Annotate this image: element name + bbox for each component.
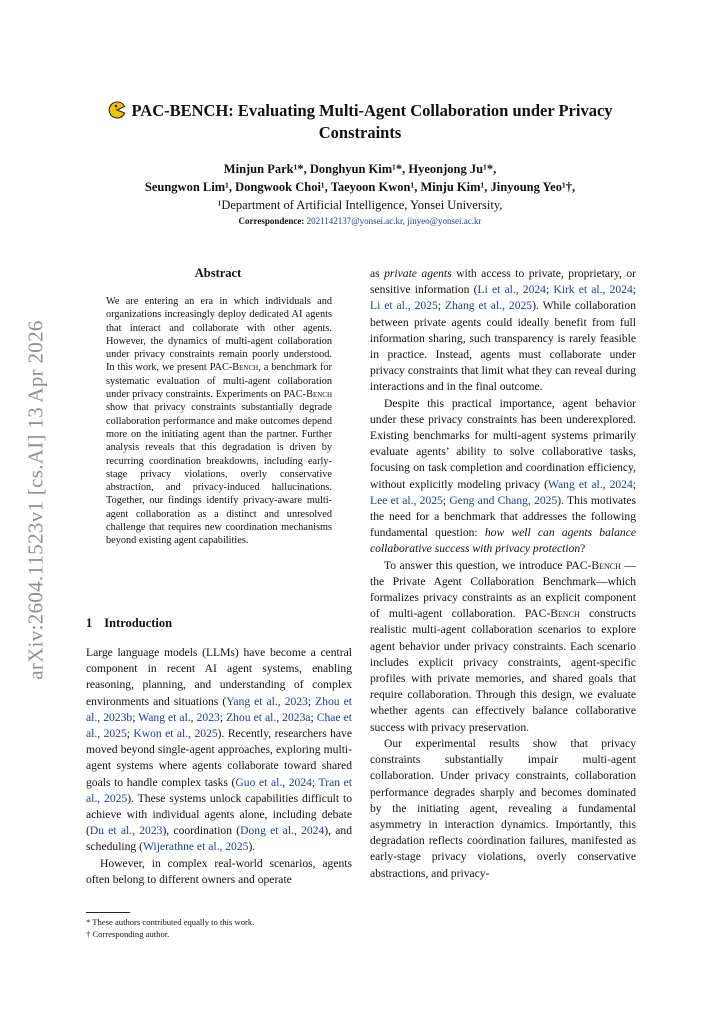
citation-link[interactable]: Tran et al., 2025 [86, 775, 352, 805]
left-column-body [86, 645, 352, 888]
citation-link[interactable]: Geng and Chang, 2025 [449, 493, 558, 507]
correspondence [80, 216, 640, 226]
abstract-heading: Abstract [194, 266, 242, 280]
citation-link[interactable]: Lee et al., 2025 [370, 493, 443, 507]
citation-link[interactable]: Du et al., 2023 [89, 824, 163, 838]
abstract-pacbench-2: PAC-Bench [283, 389, 332, 401]
correspondence-label: Correspondence: [238, 216, 305, 226]
intro-paragraph-1: Large language models (LLMs) have become a central component in recent AI agent systems, enabling reasoning, planning, and understanding of complex environments and situations (Yang et al., 2023; Zhou et al., 2023b; Wang et al., 2023; Zhou et al., 2023a; Chae et al., 2025; Kwon et al., 2025). Recently, researchers have moved beyond single-agent approaches, exploring multi-agent systems where agents collaborate toward shared goals to handle complex tasks (Guo et al., 2024; Tran et al., 2025). These systems unlock capabilities difficult to achieve with individual agents alone, including debate (Du et al., 2023), coordination (Dong et al., 2024), and scheduling (Wijerathne et al., 2025). [86, 646, 353, 854]
section-heading-introduction [86, 616, 346, 631]
citation-link[interactable]: Wang et al., 2023 [138, 710, 220, 724]
intro-paragraph-3: as private agents with access to private, proprietary, or sensitive information (Li et al., 2024; Kirk et al., 2024; Li et al., 2025; Zhang et al., 2025). While collaboration between private agents could ideally benefit from full information sharing, such transparency is rarely feasible in practice. Instead, agents must collaborate under privacy constraints that limit what they can reveal during interactions and in the final outcome. [370, 267, 637, 394]
section-title: Introduction [104, 616, 173, 630]
citation-link[interactable]: Guo et al., 2024 [235, 775, 312, 789]
arxiv-stamp [18, 300, 54, 700]
intro-paragraph-4: Despite this practical importance, agent behavior under these privacy constraints has been underexplored. Existing benchmarks for multi-agent systems primarily evaluate agents’ ability to solve collaborative tasks, focusing on task completion and coordination efficiency, without explicitly modeling privacy (Wang et al., 2024; Lee et al., 2025; Geng and Chang, 2025). This motivates the need for a benchmark that addresses the following fundamental question: how well can agents balance collaborative success with privacy protection? [370, 396, 636, 556]
citation-link[interactable]: Zhou et al., 2023b [86, 694, 352, 724]
citation-link[interactable]: Li et al., 2025 [370, 299, 438, 313]
pac-logo-icon [107, 101, 127, 119]
section-number: 1 [86, 616, 93, 630]
citation-link[interactable]: Wang et al., 2024 [548, 477, 633, 491]
title-part1-sc: ENCH [180, 101, 229, 120]
footnotes [86, 916, 352, 940]
footnote-rule [86, 912, 130, 913]
author-block [80, 160, 640, 214]
authors-line1: Minjun Park¹*, Donghyun Kim¹*, Hyeonjong Ju¹*, [223, 162, 497, 176]
intro-paragraph-2: However, in complex real-world scenarios, agents often belong to different owners and operate [86, 856, 352, 886]
intro-paragraph-5: To answer this question, we introduce PAC-Bench —the Private Agent Collaboration Benchmark—which formalizes privacy constraints as an explicit component of multi-agent collaboration. PAC-Bench constructs realistic multi-agent collaboration scenarios to explore agent behavior under privacy constraints. Each scenario includes explicit privacy constraints, agent-specific profiles with private memories, and shared goals that require collaboration. Through this design, we evaluate whether agents can effectively balance collaborative success with privacy preservation. [370, 558, 636, 734]
title-part2: : Evaluating Multi-Agent Collaboration under Privacy Constraints [228, 101, 613, 142]
arxiv-id[interactable]: arXiv:2604.11523v1 [cs.AI] 13 Apr 2026 [23, 320, 48, 680]
affiliation: ¹Department of Artificial Intelligence, Yonsei University, [217, 198, 503, 212]
citation-link[interactable]: Kirk et al., 2024 [553, 283, 633, 297]
abstract-pacbench-1: PAC-Bench [209, 362, 259, 374]
abstract-text-1: We are entering an era in which individuals and organizations increasingly deploy dedicated AI agents that interact and collaborate with other agents. However, the dynamics of multi-agent collaboration under privacy constraints remain poorly understood. In this work, we present [106, 296, 332, 374]
paper-title [80, 100, 640, 144]
correspondence-emails[interactable]: 2021142137@yonsei.ac.kr, jinyeo@yonsei.ac.kr [306, 216, 482, 226]
citation-link[interactable]: Kwon et al., 2025 [133, 727, 218, 741]
citation-link[interactable]: Li et al., 2024 [477, 283, 546, 297]
footnote-equal-contribution: * These authors contributed equally to this work. [86, 917, 255, 927]
abstract-text-2: , a benchmark for systematic evaluation of multi-agent collaboration under privacy constraints. Experiments on [106, 362, 332, 401]
intro-paragraph-6: Our experimental results show that privacy constraints substantially impair multi-agent collaboration. Under privacy constraints, collaboration performance degrades sharply and becomes dominated by the initiating agent, revealing a fundamental asymmetry in interaction dynamics. Importantly, this degradation reflects coordination failures, manifested as early-stage privacy violations, overly conservative abstractions, and privacy- [370, 736, 636, 880]
title-part1: PAC-B [131, 101, 181, 120]
citation-link[interactable]: Wijerathne et al., 2025 [143, 840, 249, 854]
authors-line2: Seungwon Lim¹, Dongwook Choi¹, Taeyoon Kwon¹, Minju Kim¹, Jinyoung Yeo¹†, [144, 180, 576, 194]
abstract-text-3: show that privacy constraints substantially degrade collaboration performance and make outcomes depend more on the initiating agent than the partner. Further analysis reveals that this degradation is driven by recurring coordination breakdowns, including early-stage privacy violations, overly conservative abstraction, and privacy-induced hallucinations. Together, our findings identify privacy-aware multi-agent collaboration as a distinct and unresolved challenge that requires new coordination mechanisms beyond existing agent capabilities. [106, 402, 332, 547]
right-column-body [370, 266, 636, 882]
citation-link[interactable]: Dong et al., 2024 [240, 824, 325, 838]
citation-link[interactable]: Yang et al., 2023 [226, 694, 308, 708]
citation-link[interactable]: Chae et al., 2025 [86, 710, 353, 741]
citation-link[interactable]: Zhou et al., 2023a [226, 710, 311, 724]
abstract-body [106, 295, 332, 548]
citation-link[interactable]: Zhang et al., 2025 [444, 299, 533, 313]
footnote-corresponding-author: † Corresponding author. [86, 929, 170, 939]
